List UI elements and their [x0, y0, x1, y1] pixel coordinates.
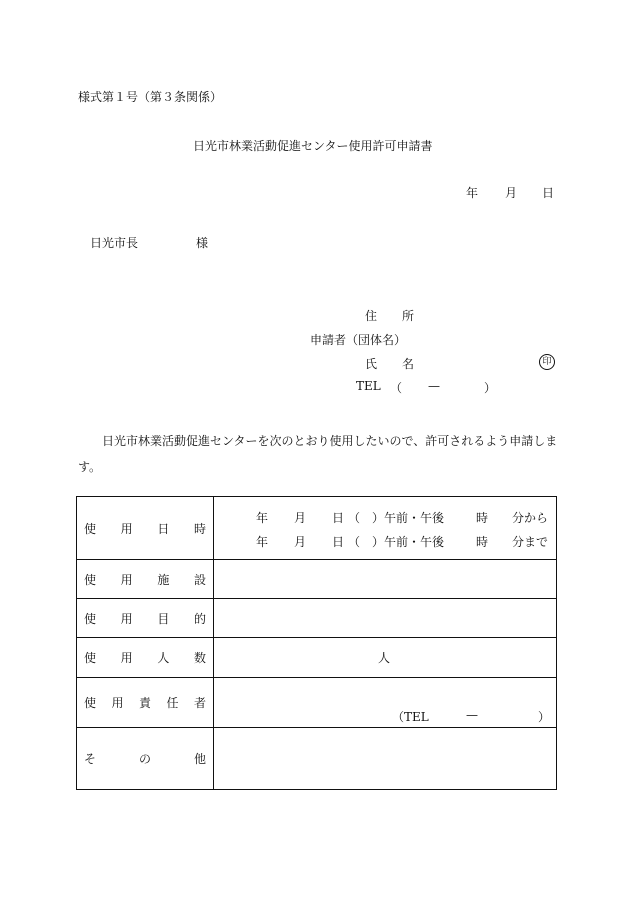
applicant-tel-dash: —	[428, 379, 440, 393]
request-statement	[78, 428, 558, 480]
label-char: 使	[84, 521, 97, 536]
label-char: 責	[138, 696, 151, 710]
request-statement-text: 日光市林業活動促進センターを次のとおり使用したいので、許可されるよう申請します。	[78, 434, 558, 474]
label-char: 使	[84, 651, 97, 665]
label-cell-people	[77, 638, 214, 678]
value-cell-purpose[interactable]	[214, 599, 557, 638]
applicant-tel-open: （	[390, 381, 403, 395]
label-char: 設	[193, 572, 206, 587]
from-suffix: から	[524, 511, 549, 525]
form-number: 様式第１号（第３条関係）	[78, 90, 223, 104]
label-char: 日	[157, 521, 170, 536]
table-row-people	[77, 638, 557, 678]
value-cell-other[interactable]	[214, 728, 557, 790]
label-char: 数	[193, 651, 206, 665]
label-char: 使	[84, 696, 97, 710]
label-char: 時	[193, 521, 206, 536]
label-char: 人	[157, 651, 170, 665]
from-minute: 分	[512, 511, 525, 525]
address-label-2: 所	[402, 309, 415, 323]
until-weekday: （ ）	[348, 535, 385, 549]
label-cell-purpose	[77, 599, 214, 638]
responsible-tel-dash: —	[466, 708, 478, 722]
addressee-name: 日光市長	[90, 236, 139, 250]
from-day: 日	[332, 511, 345, 525]
until-year: 年	[256, 535, 269, 549]
label-char: の	[138, 752, 151, 766]
addressee-honorific: 様	[196, 236, 209, 250]
table-row-facility	[77, 560, 557, 599]
until-month: 月	[294, 535, 307, 549]
label-char: 使	[84, 572, 97, 587]
label-cell-other	[77, 728, 214, 790]
value-cell-facility[interactable]	[214, 560, 557, 599]
label-char: 用	[120, 572, 133, 587]
label-char: 施	[157, 572, 170, 587]
applicant-tel-close: ）	[484, 381, 497, 395]
table-row-responsible	[77, 678, 557, 728]
label-cell-usage-datetime	[77, 497, 214, 560]
until-suffix: まで	[524, 535, 549, 549]
label-cell-facility	[77, 560, 214, 599]
document-title: 日光市林業活動促進センター使用許可申請書	[193, 139, 433, 153]
from-ampm: 午前・午後	[384, 511, 445, 525]
until-minute: 分	[512, 535, 525, 549]
label-char: 目	[157, 611, 170, 626]
date-year-label: 年	[466, 186, 479, 200]
label-char: 用	[120, 611, 133, 626]
until-hour: 時	[476, 535, 489, 549]
table-row-usage-datetime	[77, 497, 557, 560]
label-cell-responsible	[77, 678, 214, 728]
responsible-tel-close: ）	[538, 710, 551, 724]
date-day-label: 日	[542, 186, 555, 200]
name-label-1: 氏	[365, 357, 378, 371]
date-month-label: 月	[505, 186, 518, 200]
applicant-tel-label: TEL	[356, 379, 381, 393]
seal-mark-icon: 印	[539, 354, 555, 370]
name-label-2: 名	[402, 357, 415, 371]
label-char: 用	[120, 521, 133, 536]
from-weekday: （ ）	[348, 511, 385, 525]
value-cell-people[interactable]	[214, 638, 557, 678]
label-char: 任	[166, 696, 179, 710]
until-ampm: 午前・午後	[384, 535, 445, 549]
value-cell-responsible[interactable]	[214, 678, 557, 728]
until-day: 日	[332, 535, 345, 549]
table-row-purpose	[77, 599, 557, 638]
from-month: 月	[294, 511, 307, 525]
people-unit: 人	[378, 651, 391, 665]
label-char: 他	[193, 752, 206, 766]
application-table	[76, 496, 557, 790]
address-label-1: 住	[365, 309, 378, 323]
from-year: 年	[256, 511, 269, 525]
from-hour: 時	[476, 511, 489, 525]
label-char: 用	[111, 696, 124, 710]
value-cell-usage-datetime[interactable]	[214, 497, 557, 560]
label-char: そ	[84, 752, 97, 766]
label-char: 使	[84, 611, 97, 626]
label-char: 的	[193, 611, 206, 626]
label-char: 者	[193, 696, 206, 710]
label-char: 用	[120, 651, 133, 665]
applicant-label: 申請者（団体名）	[310, 333, 407, 347]
table-row-other	[77, 728, 557, 790]
responsible-tel-label: （TEL	[392, 710, 429, 724]
